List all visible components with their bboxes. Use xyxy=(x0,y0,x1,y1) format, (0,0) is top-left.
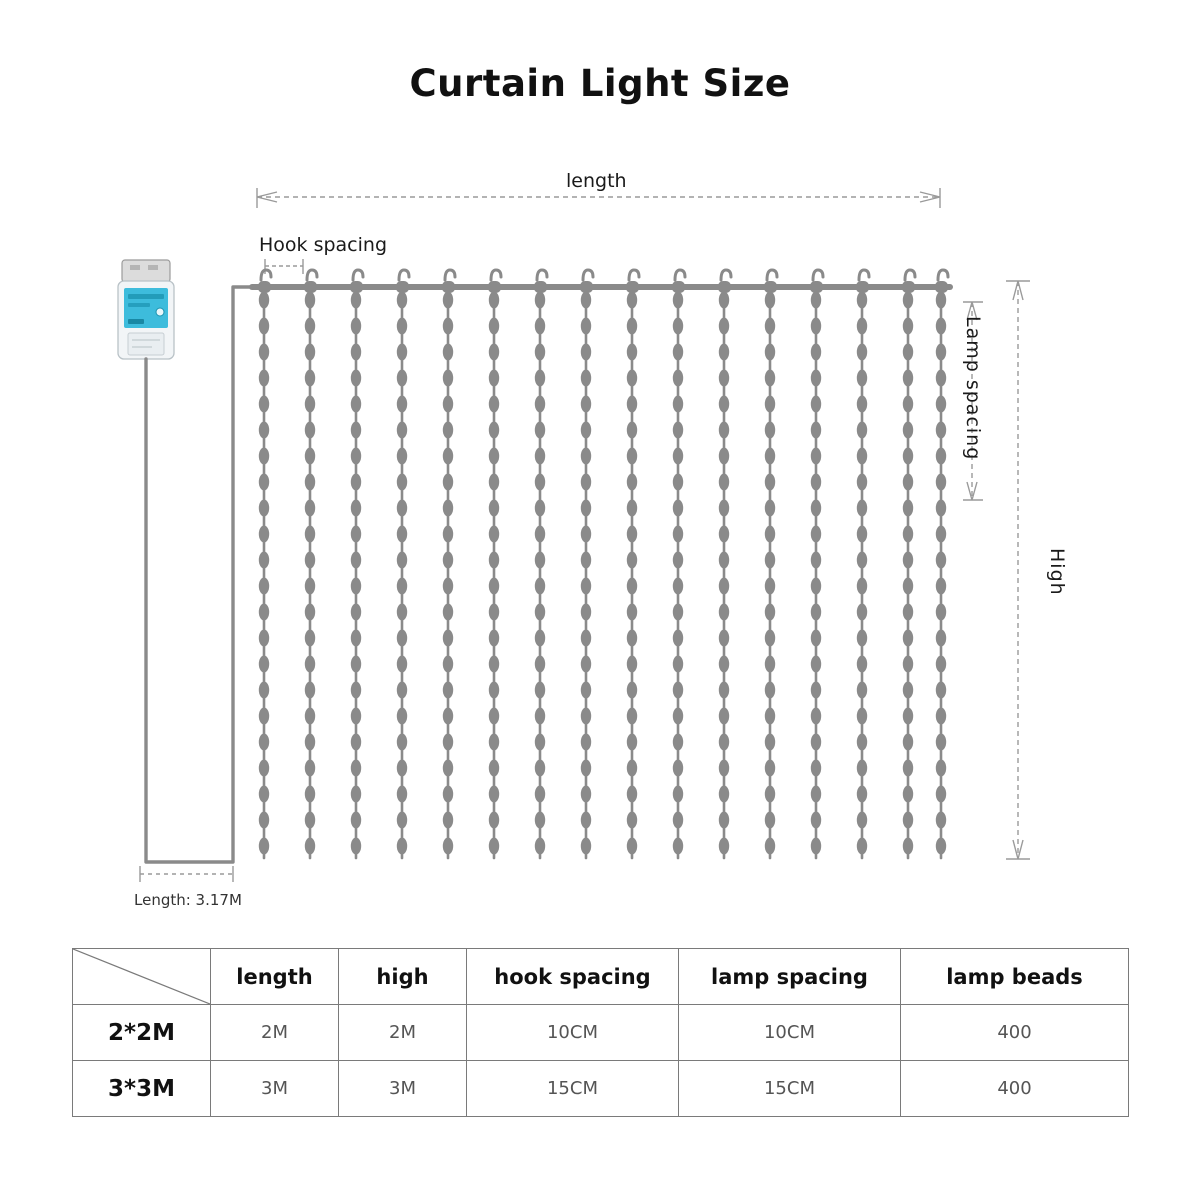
table-row xyxy=(73,1061,1129,1117)
column-header-hook-spacing: hook spacing xyxy=(467,949,679,1005)
cell-high: 2M xyxy=(339,1005,467,1061)
cell-lamp-spacing: 10CM xyxy=(679,1005,901,1061)
cell-length: 3M xyxy=(211,1061,339,1117)
label-cable-length: Length: 3.17M xyxy=(134,891,242,909)
label-hook-spacing: Hook spacing xyxy=(259,234,388,256)
power-cable xyxy=(146,287,257,862)
table-row xyxy=(73,1005,1129,1061)
column-header-lamp-spacing: lamp spacing xyxy=(679,949,901,1005)
cell-hook-spacing: 15CM xyxy=(467,1061,679,1117)
row-size-label: 3*3M xyxy=(73,1061,211,1117)
table-header-row xyxy=(73,949,1129,1005)
cell-high: 3M xyxy=(339,1061,467,1117)
cell-hook-spacing: 10CM xyxy=(467,1005,679,1061)
label-lamp-spacing: Lamp spacing xyxy=(962,316,984,461)
strands-group xyxy=(258,270,948,858)
usb-controller-icon xyxy=(118,260,174,359)
page-title: Curtain Light Size xyxy=(409,62,791,105)
row-size-label: 2*2M xyxy=(73,1005,211,1061)
high-dimension xyxy=(1006,281,1030,859)
cell-lamp-beads: 400 xyxy=(901,1061,1129,1117)
cable-length-dimension xyxy=(140,866,233,882)
column-header-lamp-beads: lamp beads xyxy=(901,949,1129,1005)
cell-lamp-beads: 400 xyxy=(901,1005,1129,1061)
column-header-high: high xyxy=(339,949,467,1005)
corner-diagonal-icon xyxy=(73,949,210,1004)
spec-table-wrapper xyxy=(72,948,1128,1117)
label-high: High xyxy=(1046,548,1068,596)
cell-length: 2M xyxy=(211,1005,339,1061)
column-header-length: length xyxy=(211,949,339,1005)
cell-lamp-spacing: 15CM xyxy=(679,1061,901,1117)
spec-table xyxy=(72,948,1129,1117)
table-corner-cell xyxy=(73,949,211,1005)
label-length: length xyxy=(566,170,627,192)
